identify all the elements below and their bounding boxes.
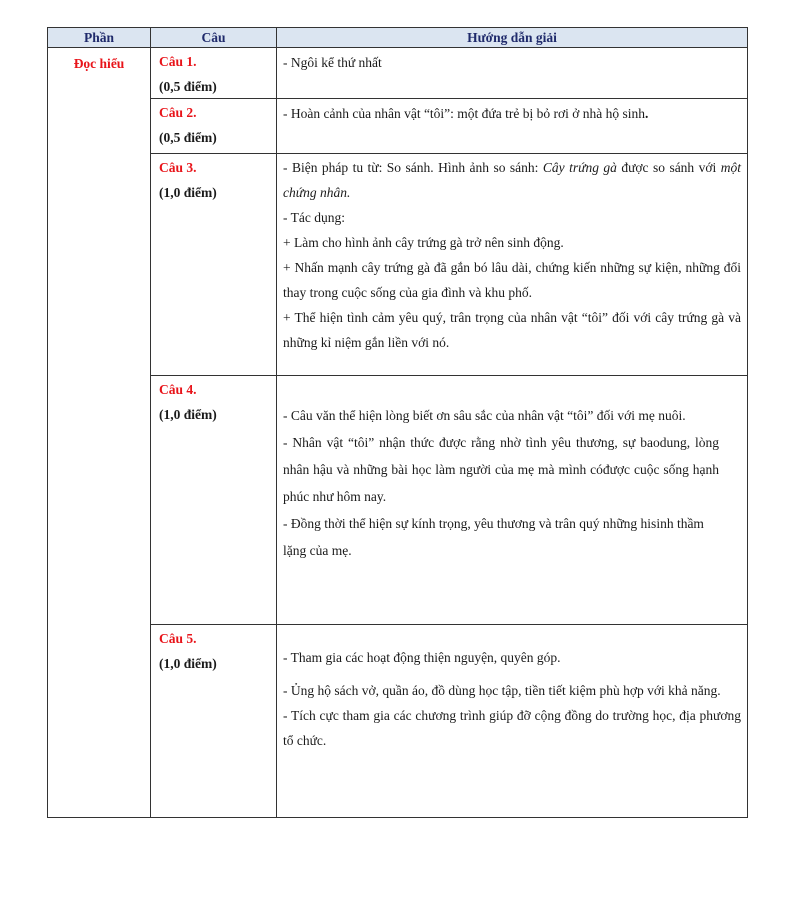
question-label: Câu 4. bbox=[159, 382, 197, 397]
question-label: Câu 1. bbox=[159, 54, 197, 69]
question-cell-5 bbox=[151, 625, 277, 818]
answer-text: - Hoàn cảnh của nhân vật “tôi”: một đứa trẻ bị bỏ rơi ở nhà hộ sinh bbox=[283, 106, 645, 121]
answer-text: được so sánh với bbox=[616, 160, 721, 175]
question-cell-4 bbox=[151, 376, 277, 625]
answer-line: - Nhân vật “tôi” nhận thức được rằng nhờ tình yêu thương, sự baodung, lòng nhân hậu và những bài học làm người của mẹ mà mình cóđược cuộc sống hạnh phúc như hôm nay. bbox=[283, 435, 719, 504]
answer-italic: một chứng nhân. bbox=[283, 160, 741, 200]
header-guide: Hướng dẫn giải bbox=[277, 28, 748, 48]
answer-line: + Nhấn mạnh cây trứng gà đã gắn bó lâu dài, chứng kiến những sự kiện, những đổi thay trong cuộc sống của gia đình và khu phố. bbox=[283, 260, 741, 300]
question-score: (0,5 điểm) bbox=[159, 130, 217, 145]
answer-line: - Đồng thời thể hiện sự kính trọng, yêu thương và trân quý những hisinh thầm lặng của mẹ. bbox=[283, 516, 704, 558]
question-label: Câu 5. bbox=[159, 631, 197, 646]
answer-cell-5 bbox=[277, 625, 748, 818]
answer-line: - Câu văn thể hiện lòng biết ơn sâu sắc của nhân vật “tôi” đối với mẹ nuôi. bbox=[283, 408, 686, 423]
answer-cell-1 bbox=[277, 48, 748, 99]
answer-line bbox=[283, 155, 741, 205]
answer-line bbox=[283, 101, 741, 126]
question-score: (1,0 điểm) bbox=[159, 656, 217, 671]
answer-cell-3 bbox=[277, 154, 748, 376]
question-row-2 bbox=[48, 99, 748, 154]
question-score: (0,5 điểm) bbox=[159, 79, 217, 94]
question-label: Câu 2. bbox=[159, 105, 197, 120]
question-cell-1 bbox=[151, 48, 277, 99]
header-row bbox=[48, 28, 748, 48]
header-part: Phần bbox=[48, 28, 151, 48]
answer-line: - Tác dụng: bbox=[283, 210, 345, 225]
answer-line: + Thể hiện tình cảm yêu quý, trân trọng của nhân vật “tôi” đối với cây trứng gà và những kỉ niệm gắn liền với nó. bbox=[283, 310, 741, 350]
answer-cell-2 bbox=[277, 99, 748, 154]
question-row-4 bbox=[48, 376, 748, 625]
question-cell-3 bbox=[151, 154, 277, 376]
question-row-1 bbox=[48, 48, 748, 99]
header-question: Câu bbox=[151, 28, 277, 48]
answer-line: + Làm cho hình ảnh cây trứng gà trở nên sinh động. bbox=[283, 235, 564, 250]
question-label: Câu 3. bbox=[159, 160, 197, 175]
answer-line: - Tích cực tham gia các chương trình giúp đỡ cộng đồng do trường học, địa phương tổ chức. bbox=[283, 708, 741, 748]
question-cell-2 bbox=[151, 99, 277, 154]
answer-table bbox=[47, 27, 748, 818]
question-score: (1,0 điểm) bbox=[159, 185, 217, 200]
question-row-5 bbox=[48, 625, 748, 818]
answer-line: - Ngôi kể thứ nhất bbox=[283, 55, 382, 70]
question-row-3 bbox=[48, 154, 748, 376]
answer-cell-4 bbox=[277, 376, 748, 625]
part-name: Đọc hiểu bbox=[48, 48, 151, 818]
answer-line: - Tham gia các hoạt động thiện nguyện, quyên góp. bbox=[283, 650, 561, 665]
answer-line: - Ủng hộ sách vở, quần áo, đồ dùng học tập, tiền tiết kiệm phù hợp với khả năng. bbox=[283, 683, 721, 698]
answer-italic: Cây trứng gà bbox=[542, 160, 617, 175]
answer-period: . bbox=[645, 106, 649, 121]
question-score: (1,0 điểm) bbox=[159, 407, 217, 422]
answer-text: - Biện pháp tu từ: So sánh. Hình ảnh so sánh: bbox=[283, 160, 543, 175]
